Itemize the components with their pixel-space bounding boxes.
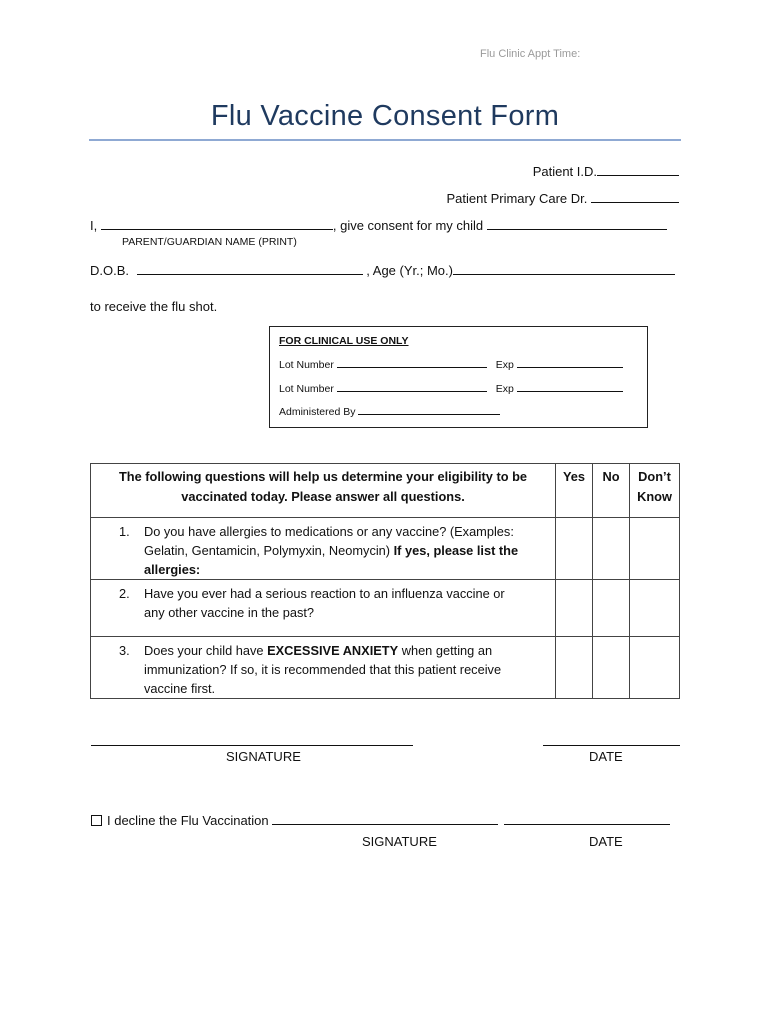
answer-yes-cell[interactable] — [556, 637, 593, 699]
question-emphasis: allergies: — [144, 562, 201, 577]
clinical-use-box — [269, 326, 648, 428]
decline-text: I decline the Flu Vaccination — [107, 813, 269, 828]
lot-number-field-1[interactable] — [337, 358, 487, 368]
lot-label: Lot Number — [279, 383, 334, 395]
questions-instructions — [91, 464, 556, 518]
question-number: 2. — [119, 586, 130, 601]
guardian-caption: PARENT/GUARDIAN NAME (PRINT) — [122, 236, 297, 248]
answer-yes-cell[interactable] — [556, 580, 593, 637]
decline-date-label: DATE — [589, 834, 623, 849]
question-number: 3. — [119, 643, 130, 658]
yes-column-header: Yes — [556, 464, 593, 518]
decline-signature-label: SIGNATURE — [362, 834, 437, 849]
administered-by-field[interactable] — [358, 405, 500, 415]
consent-middle-text: , give consent for my child — [332, 218, 484, 233]
no-column-header: No — [593, 464, 630, 518]
exp-field-2[interactable] — [517, 382, 623, 392]
age-field[interactable] — [453, 262, 675, 275]
dob-label: D.O.B. — [90, 263, 130, 278]
dont-know-line-1: Don’t — [638, 469, 671, 484]
signature-field[interactable] — [91, 745, 413, 746]
patient-id-row — [533, 163, 679, 179]
question-text: when getting an — [398, 643, 493, 658]
table-row — [91, 580, 680, 637]
answer-no-cell[interactable] — [593, 580, 630, 637]
answer-no-cell[interactable] — [593, 637, 630, 699]
decline-row — [91, 812, 670, 828]
receive-text: to receive the flu shot. — [90, 299, 218, 314]
answer-dont-know-cell[interactable] — [630, 580, 680, 637]
lot-label: Lot Number — [279, 359, 334, 371]
date-field[interactable] — [543, 745, 680, 746]
lot-number-field-2[interactable] — [337, 382, 487, 392]
consent-prefix: I, — [90, 218, 98, 233]
answer-dont-know-cell[interactable] — [630, 637, 680, 699]
lot-row-2 — [279, 382, 623, 395]
patient-id-label: Patient I.D. — [532, 164, 597, 179]
question-3 — [91, 637, 556, 699]
decline-signature-field[interactable] — [272, 812, 498, 825]
decline-checkbox[interactable] — [91, 815, 102, 826]
form-title: Flu Vaccine Consent Form — [210, 100, 560, 132]
question-1 — [91, 518, 556, 580]
question-text: immunization? If so, it is recommended that this patient receive — [144, 662, 502, 677]
patient-id-field[interactable] — [597, 163, 679, 176]
dob-row — [90, 262, 675, 278]
answer-yes-cell[interactable] — [556, 518, 593, 580]
child-name-field[interactable] — [487, 217, 667, 230]
instructions-line-1: The following questions will help us determine your eligibility to be — [118, 469, 528, 484]
dob-field[interactable] — [137, 262, 363, 275]
question-text: vaccine first. — [144, 681, 216, 696]
title-divider — [89, 139, 681, 141]
appt-time-label: Flu Clinic Appt Time: — [480, 48, 581, 60]
eligibility-questions-table — [90, 463, 680, 699]
question-text: any other vaccine in the past? — [144, 605, 315, 620]
table-header-row — [91, 464, 680, 518]
age-label: , Age (Yr.; Mo.) — [366, 263, 453, 278]
question-emphasis: If yes, please list the — [393, 543, 519, 558]
answer-dont-know-cell[interactable] — [630, 518, 680, 580]
exp-field-1[interactable] — [517, 358, 623, 368]
clinical-heading: FOR CLINICAL USE ONLY — [279, 335, 409, 347]
table-row — [91, 518, 680, 580]
dont-know-line-2: Know — [637, 489, 672, 504]
signature-label: SIGNATURE — [226, 749, 301, 764]
exp-label: Exp — [495, 359, 514, 371]
question-text: Do you have allergies to medications or any vaccine? (Examples: — [144, 524, 514, 539]
primary-care-row — [447, 190, 680, 206]
dont-know-column-header — [630, 464, 680, 518]
question-number: 1. — [119, 524, 130, 539]
administered-label: Administered By — [279, 406, 356, 418]
date-label: DATE — [589, 749, 623, 764]
primary-care-label: Patient Primary Care Dr. — [446, 191, 588, 206]
exp-label: Exp — [495, 383, 514, 395]
primary-care-field[interactable] — [591, 190, 679, 203]
table-row — [91, 637, 680, 699]
administered-row — [279, 405, 500, 418]
guardian-name-field[interactable] — [101, 217, 333, 230]
consent-row — [90, 217, 667, 233]
answer-no-cell[interactable] — [593, 518, 630, 580]
question-text: Gelatin, Gentamicin, Polymyxin, Neomycin) — [144, 543, 394, 558]
question-text: Have you ever had a serious reaction to an influenza vaccine or — [144, 586, 505, 601]
instructions-line-2: vaccinated today. Please answer all questions. — [181, 489, 465, 504]
lot-row-1 — [279, 358, 623, 371]
question-2 — [91, 580, 556, 637]
question-emphasis: EXCESSIVE ANXIETY — [267, 643, 399, 658]
question-text: Does your child have — [144, 643, 268, 658]
decline-date-field[interactable] — [504, 812, 670, 825]
